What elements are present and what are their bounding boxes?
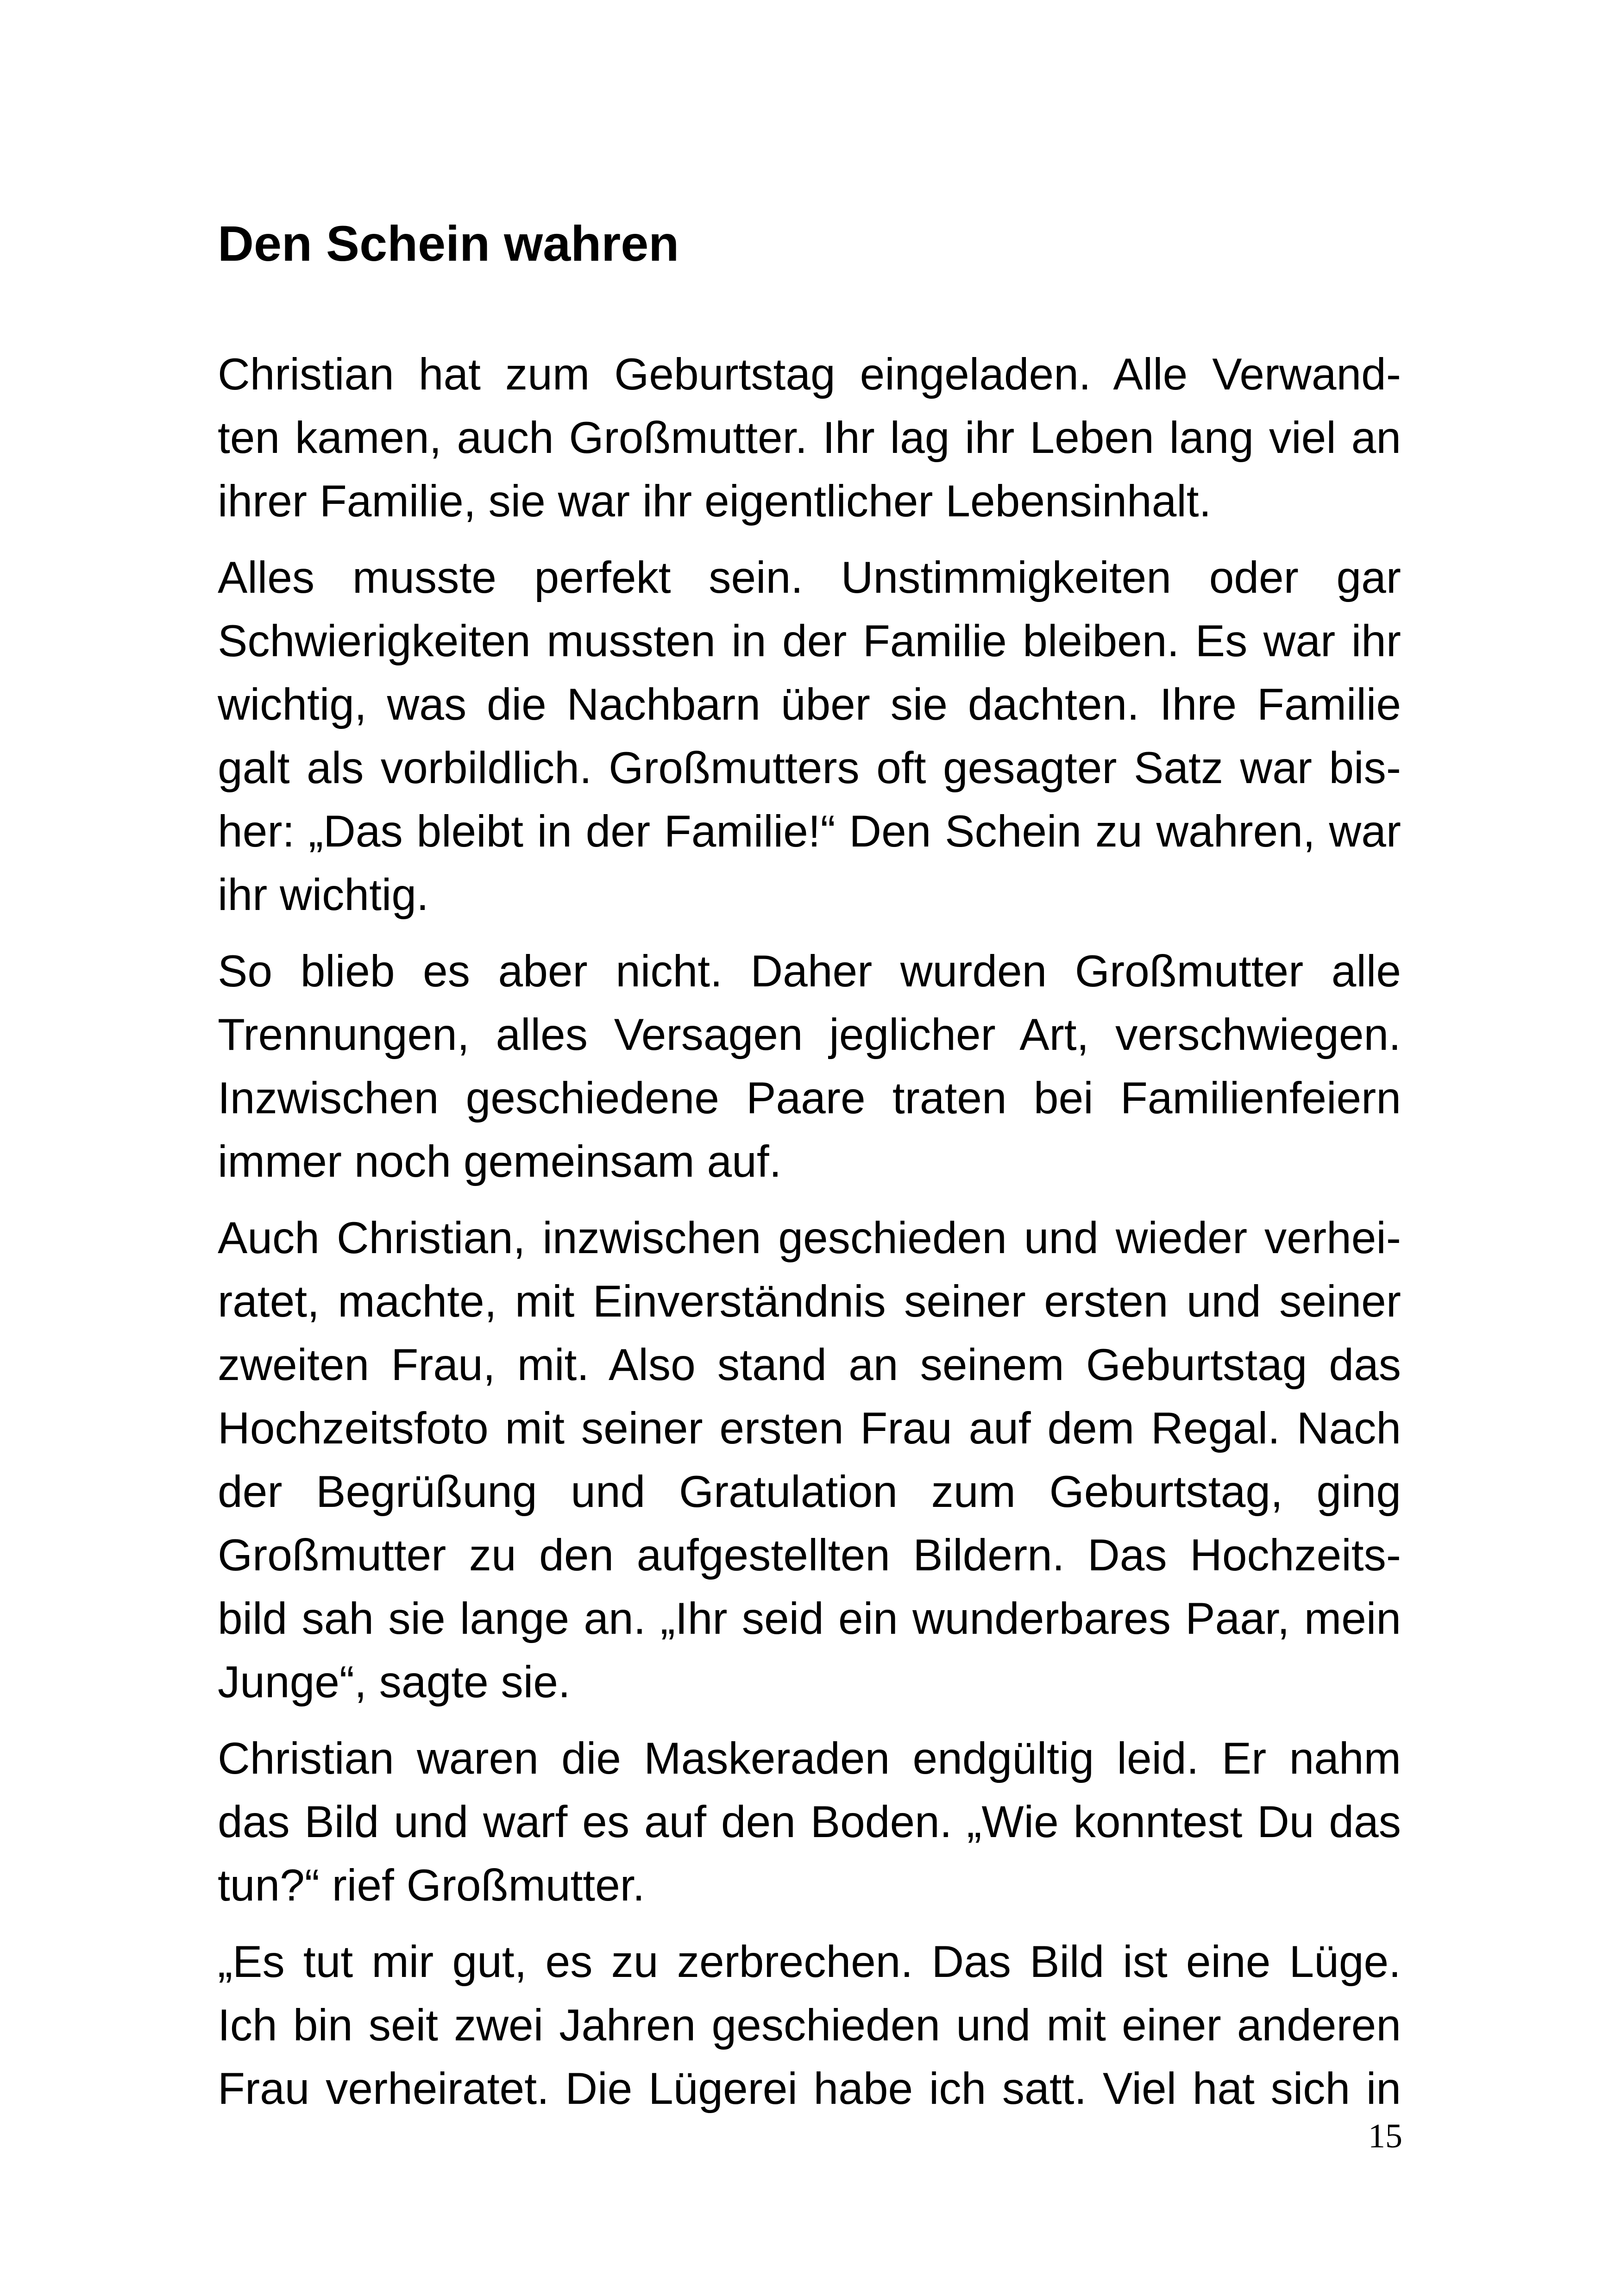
text-line: Inzwischen geschiedene Paare traten bei Familienfeiern xyxy=(218,1073,1401,1123)
text-line: bild sah sie lange an. „Ihr seid ein wunderbares Paar, mein xyxy=(218,1594,1401,1644)
page-number: 15 xyxy=(1368,2117,1402,2155)
text-line: her: „Das bleibt in der Familie!“ Den Schein zu wahren, war xyxy=(218,807,1401,856)
text-line: tun?“ rief Großmutter. xyxy=(218,1861,645,1910)
text-line: „Es tut mir gut, es zu zerbrechen. Das Bild ist eine Lüge. xyxy=(218,1937,1401,1987)
text-line: Auch Christian, inzwischen geschieden und wieder verhei- xyxy=(218,1213,1401,1263)
text-line: Großmutter zu den aufgestellten Bildern. Das Hochzeits- xyxy=(218,1531,1401,1580)
paragraph-1 xyxy=(218,343,1401,533)
text-line: Trennungen, alles Versagen jeglicher Art, verschwiegen. xyxy=(218,1010,1401,1060)
text-line: ratet, machte, mit Einverständnis seiner ersten und seiner xyxy=(218,1277,1401,1326)
chapter-title: Den Schein wahren xyxy=(218,215,679,271)
text-line: Christian waren die Maskeraden endgültig leid. Er nahm xyxy=(218,1734,1401,1783)
text-line: zweiten Frau, mit. Also stand an seinem Geburtstag das xyxy=(218,1340,1401,1390)
paragraph-4 xyxy=(218,1206,1401,1714)
text-line: Christian hat zum Geburtstag eingeladen. Alle Verwand- xyxy=(218,350,1401,399)
text-line: immer noch gemeinsam auf. xyxy=(218,1137,782,1186)
text-line: Ich bin seit zwei Jahren geschieden und mit einer anderen xyxy=(218,2001,1401,2050)
text-line: ihrer Familie, sie war ihr eigentlicher Lebensinhalt. xyxy=(218,477,1212,526)
text-line: Hochzeitsfoto mit seiner ersten Frau auf dem Regal. Nach xyxy=(218,1404,1401,1453)
text-line: das Bild und warf es auf den Boden. „Wie konntest Du das xyxy=(218,1797,1401,1847)
text-line: So blieb es aber nicht. Daher wurden Großmutter alle xyxy=(218,947,1401,996)
text-line: Alles musste perfekt sein. Unstimmigkeiten oder gar xyxy=(218,553,1401,602)
text-line: Junge“, sagte sie. xyxy=(218,1657,571,1707)
text-line: ten kamen, auch Großmutter. Ihr lag ihr Leben lang viel an xyxy=(218,413,1401,463)
paragraph-3 xyxy=(218,940,1401,1193)
paragraph-5 xyxy=(218,1727,1401,1917)
text-line: der Begrüßung und Gratulation zum Geburtstag, ging xyxy=(218,1467,1401,1517)
paragraph-6 xyxy=(218,1930,1401,2120)
text-line: ihr wichtig. xyxy=(218,870,429,920)
text-line: Schwierigkeiten mussten in der Familie bleiben. Es war ihr xyxy=(218,616,1401,666)
paragraph-2 xyxy=(218,546,1401,927)
text-line: wichtig, was die Nachbarn über sie dachten. Ihre Familie xyxy=(218,680,1401,729)
text-line: galt als vorbildlich. Großmutters oft gesagter Satz war bis- xyxy=(218,743,1401,793)
body-text xyxy=(218,343,1401,2133)
text-line: Frau verheiratet. Die Lügerei habe ich satt. Viel hat sich in xyxy=(218,2064,1401,2114)
